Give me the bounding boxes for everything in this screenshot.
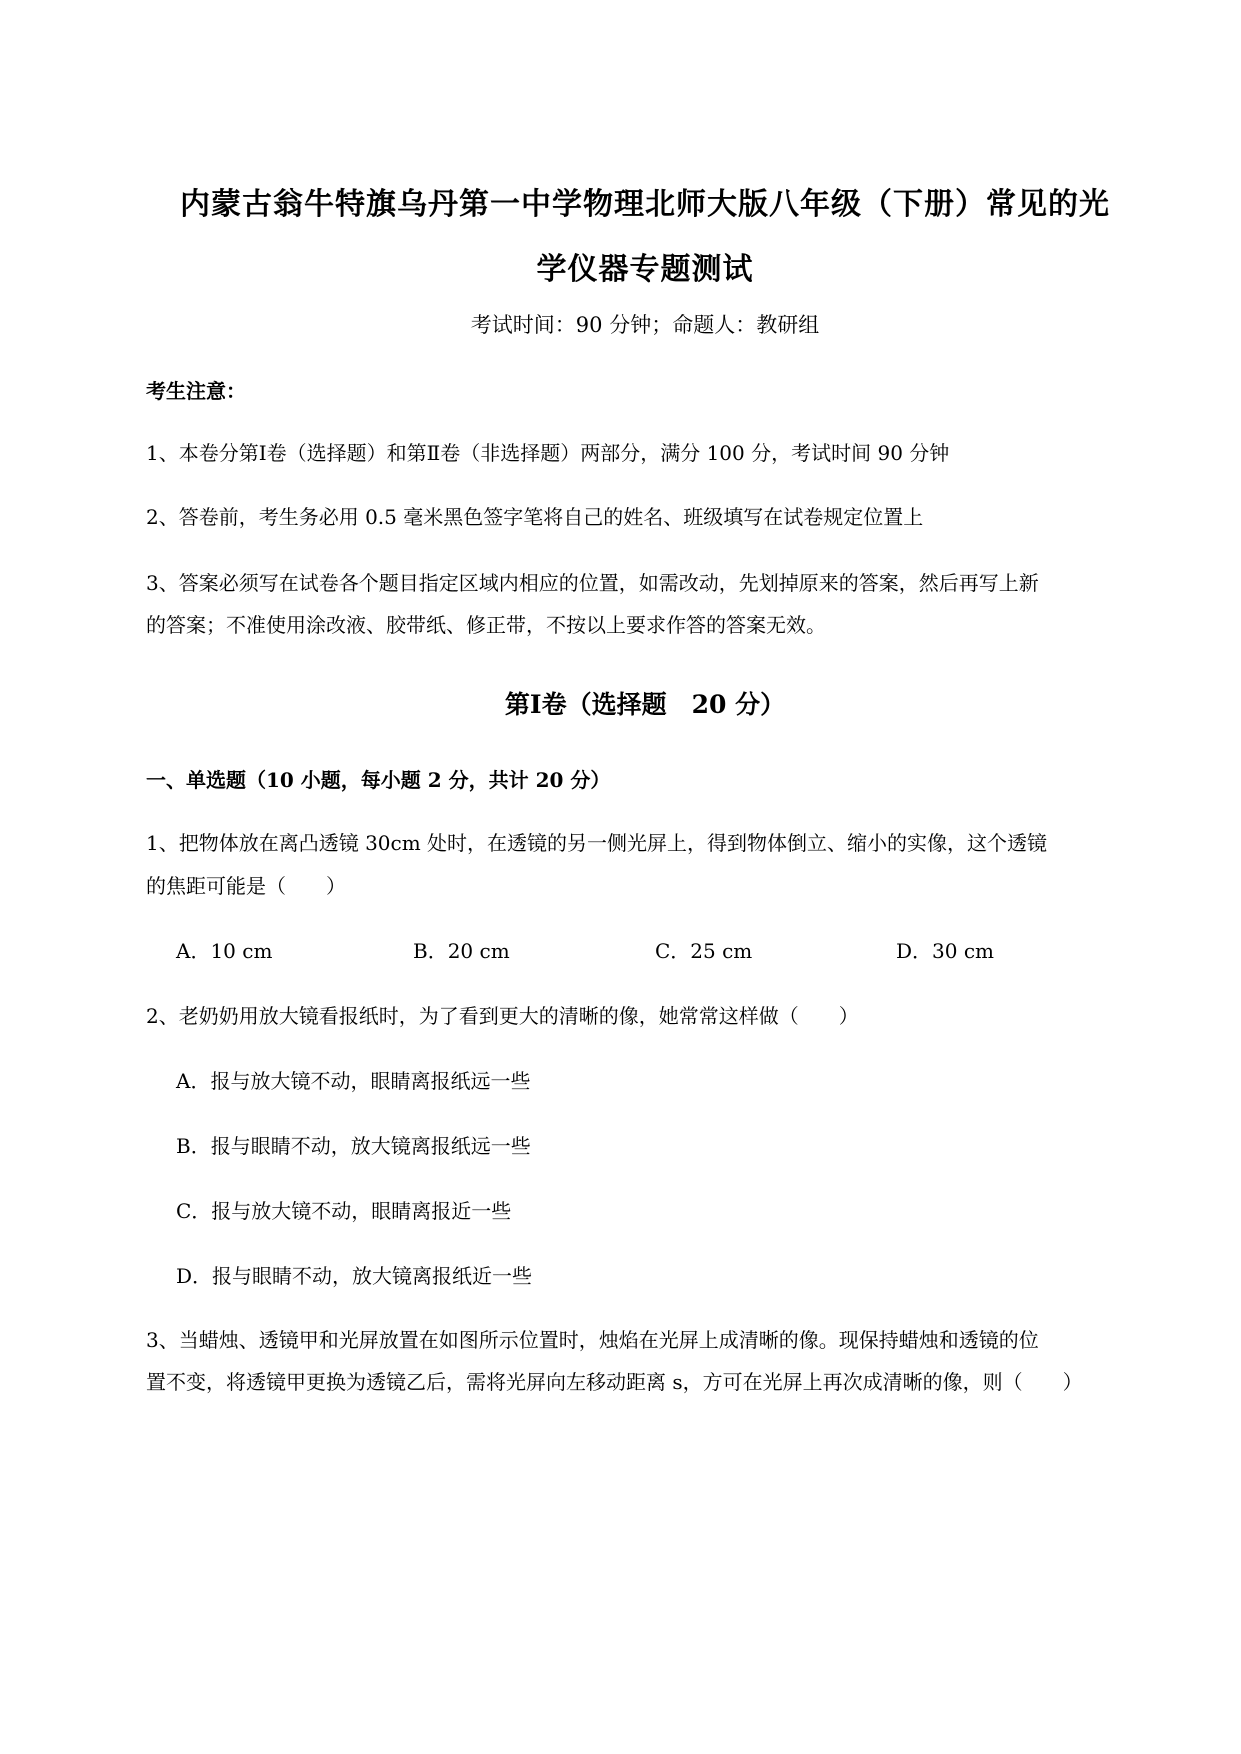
exam-title-line-1: 内蒙古翁牛特旗乌丹第一中学物理北师大版八年级（下册）常见的光 <box>180 187 1110 222</box>
question-2-option-d: D．报与眼睛不动，放大镜离报纸近一些 <box>176 1264 533 1288</box>
notice-item-3-line-1: 3、答案必须写在试卷各个题目指定区域内相应的位置，如需改动，先划掉原来的答案，然后再写上新 <box>146 571 1039 595</box>
question-1-option-c: C．25 cm <box>655 939 753 963</box>
notice-heading: 考生注意： <box>146 379 246 403</box>
notice-item-3-line-2: 的答案；不准使用涂改液、胶带纸、修正带，不按以上要求作答的答案无效。 <box>146 613 826 637</box>
question-1-line-2: 的焦距可能是（ ） <box>146 874 346 898</box>
question-3-line-1: 3、当蜡烛、透镜甲和光屏放置在如图所示位置时，烛焰在光屏上成清晰的像。现保持蜡烛和透镜的位 <box>146 1328 1039 1352</box>
part-heading: 一、单选题（10 小题，每小题 2 分，共计 20 分） <box>146 768 611 792</box>
question-1-option-b: B．20 cm <box>413 939 510 963</box>
exam-title-line-2: 学仪器专题测试 <box>536 252 754 287</box>
question-3-line-2: 置不变，将透镜甲更换为透镜乙后，需将光屏向左移动距离 s，方可在光屏上再次成清晰的像，则（ ） <box>146 1370 1083 1394</box>
question-2-option-b: B．报与眼睛不动，放大镜离报纸远一些 <box>176 1134 531 1158</box>
section-heading: 第Ⅰ卷（选择题 20 分） <box>504 690 786 719</box>
question-2-line-1: 2、老奶奶用放大镜看报纸时，为了看到更大的清晰的像，她常常这样做（ ） <box>146 1004 859 1028</box>
question-1-line-1: 1、把物体放在离凸透镜 30cm 处时，在透镜的另一侧光屏上，得到物体倒立、缩小的实像，这个透镜 <box>146 831 1048 855</box>
notice-item-1: 1、本卷分第Ⅰ卷（选择题）和第Ⅱ卷（非选择题）两部分，满分 100 分，考试时间 90 分钟 <box>146 441 950 465</box>
question-1-option-d: D．30 cm <box>896 939 995 963</box>
question-1-option-a: A．10 cm <box>176 939 273 963</box>
exam-subtitle: 考试时间：90 分钟；命题人：教研组 <box>470 313 820 337</box>
question-2-option-a: A．报与放大镜不动，眼睛离报纸远一些 <box>176 1069 531 1093</box>
notice-item-2: 2、答卷前，考生务必用 0.5 毫米黑色签字笔将自己的姓名、班级填写在试卷规定位置上 <box>146 505 924 529</box>
question-2-option-c: C．报与放大镜不动，眼睛离报近一些 <box>176 1199 512 1223</box>
